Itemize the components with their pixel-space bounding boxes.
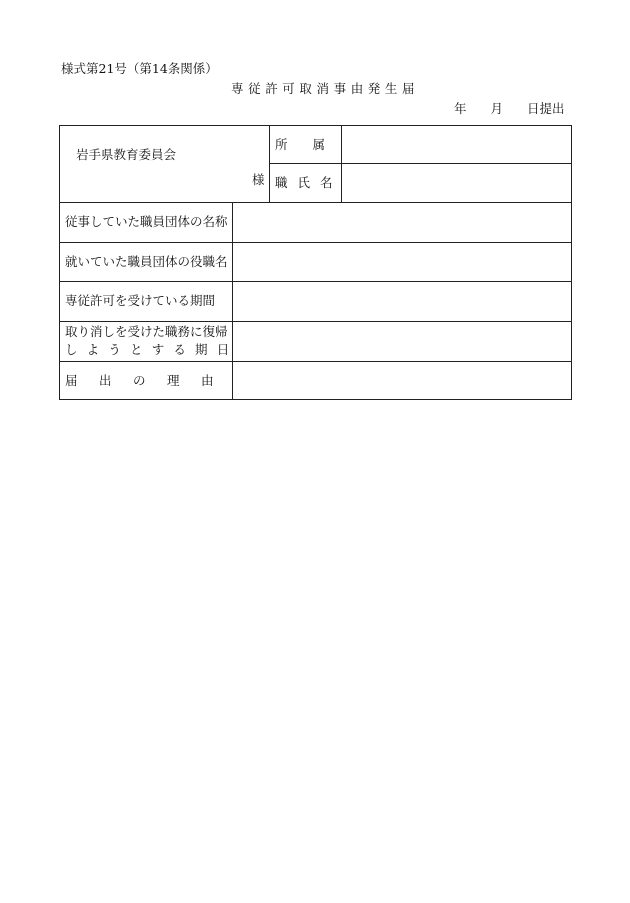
day-label: 日提出 (527, 101, 565, 116)
name-label: 職 氏 名 (275, 175, 336, 190)
affiliation-label: 所 属 (275, 137, 326, 152)
divider-row-4 (60, 361, 571, 362)
divider-row-3 (60, 321, 571, 322)
notification-form-table (59, 125, 572, 400)
form-title: 専従許可取消事由発生届 (231, 81, 420, 96)
divider-row-labels (232, 202, 233, 399)
submission-date (450, 103, 565, 116)
year-label: 年 (453, 101, 467, 116)
addressee-name: 岩手県教育委員会 (76, 147, 177, 162)
row-label-position: 就いていた職員団体の役職名 (65, 254, 228, 269)
row-label-return-date-line1: 取り消しを受けた職務に復帰 (65, 324, 228, 339)
row-label-organization-name: 従事していた職員団体の名称 (65, 214, 228, 229)
divider-row-2 (60, 281, 571, 282)
divider-addressee (269, 126, 270, 202)
row-label-permit-period: 専従許可を受けている期間 (65, 293, 216, 308)
divider-row-1 (60, 242, 571, 243)
month-label: 月 (490, 101, 504, 116)
divider-affiliation (269, 163, 572, 164)
divider-header-bottom (60, 202, 571, 203)
row-label-reason: 届 出 の 理 由 (65, 373, 219, 388)
row-label-return-date-line2: し よ う と す る 期 日 (65, 342, 232, 357)
form-number: 様式第21号（第14条関係） (61, 61, 218, 76)
divider-applicant-label (341, 126, 342, 202)
addressee-honorific: 様 (252, 172, 265, 187)
